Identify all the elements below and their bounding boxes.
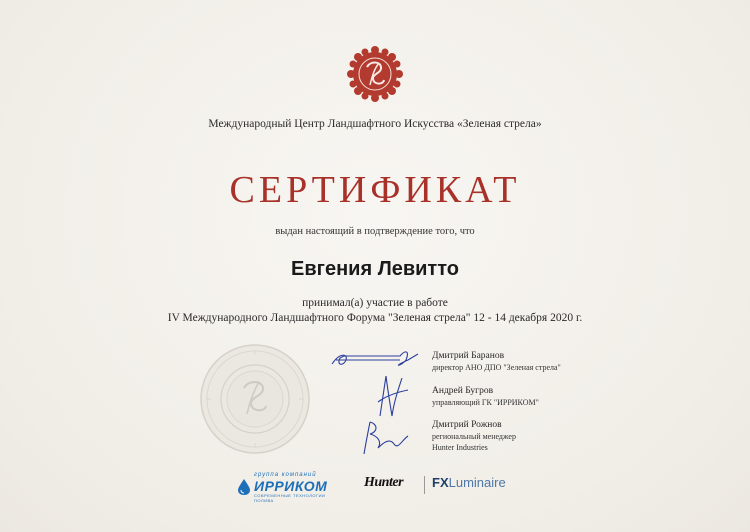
- certificate-title: СЕРТИФИКАТ: [229, 169, 521, 211]
- hunter-logo: Hunter: [364, 475, 404, 490]
- recipient-name: Евгения Левитто: [291, 258, 459, 280]
- event-text: IV Международного Ландшафтного Форума "Зеленая стрела" 12 - 14 декабря 2020 г.: [167, 312, 583, 324]
- sponsor-logos: [236, 470, 526, 503]
- signature-1: [330, 346, 420, 372]
- signatory-role: региональный менеджер: [432, 432, 516, 441]
- certificate-subtitle: выдан настоящий в подтверждение того, что: [275, 226, 475, 237]
- organization-name: Международный Центр Ландшафтного Искусства «Зеленая стрела»: [208, 118, 542, 130]
- fx-luminaire-logo: [432, 475, 506, 490]
- signatory-name: Андрей Бугров: [432, 386, 494, 396]
- signatory-company: Hunter Industries: [432, 443, 488, 452]
- luminaire-label: Luminaire: [448, 475, 506, 490]
- logo-divider: [424, 476, 425, 494]
- irrikom-group-label: группа компаний: [254, 472, 317, 478]
- signatory-3: [432, 420, 516, 453]
- fx-label: FX: [432, 475, 449, 490]
- participation-text: принимал(а) участие в работе: [302, 297, 448, 309]
- signatory-role: директор АНО ДПО "Зеленая стрела": [432, 363, 561, 372]
- water-drop-icon: [236, 478, 252, 496]
- irrikom-tagline: СОВРЕМЕННЫЕ ТЕХНОЛОГИИ ПОЛИВА: [254, 493, 326, 503]
- signatory-role: управляющий ГК "ИРРИКОМ": [432, 398, 539, 407]
- emblem-logo: [346, 45, 404, 103]
- signatory-name: Дмитрий Баранов: [432, 351, 505, 361]
- irrikom-name: ИРРИКОМ: [254, 478, 328, 494]
- signatory-1: [432, 351, 561, 373]
- irrikom-logo: [236, 472, 346, 503]
- signature-2: [372, 372, 412, 418]
- embossed-seal: [198, 342, 313, 457]
- signatory-name: Дмитрий Рожнов: [432, 420, 502, 430]
- signature-3: [358, 420, 413, 456]
- signatory-2: [432, 386, 539, 408]
